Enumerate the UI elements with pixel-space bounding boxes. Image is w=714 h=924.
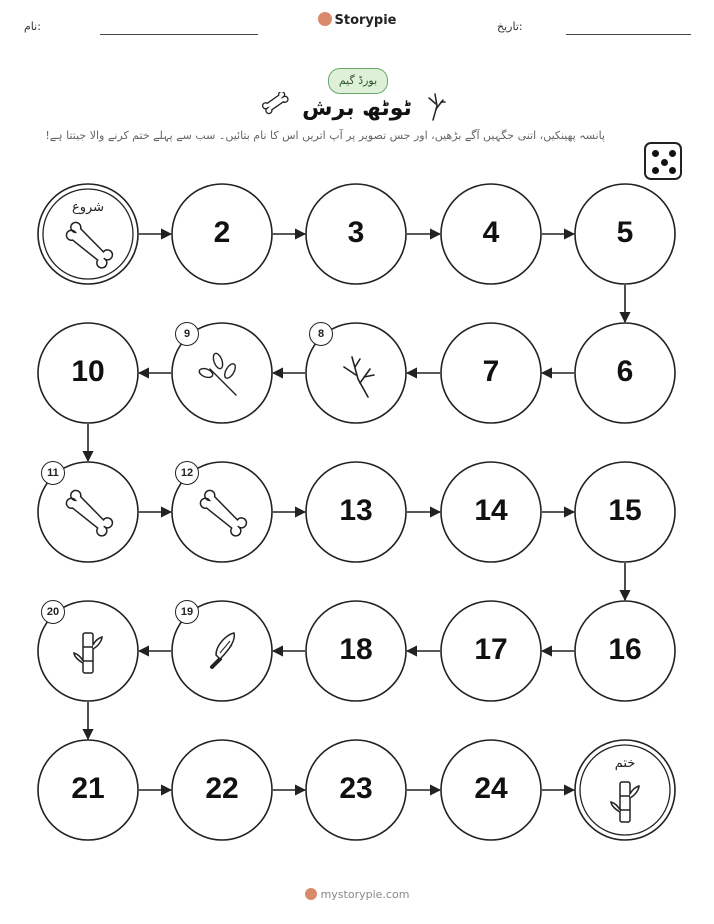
- space-number-tag: 12: [175, 461, 199, 485]
- footer: [0, 888, 714, 901]
- space-number: 21: [71, 772, 105, 805]
- bear-icon: [305, 888, 317, 900]
- space-number: 7: [482, 355, 500, 388]
- board-game-badge: بورڈ گیم: [328, 68, 388, 94]
- space-number: 10: [71, 355, 105, 388]
- date-label: تاریخ:: [497, 20, 523, 33]
- space-number-tag: 9: [175, 322, 199, 346]
- space-number: 2: [213, 216, 231, 249]
- brand-text: Storypie: [334, 13, 397, 28]
- finish-label: ختم: [614, 756, 636, 771]
- space-number: 24: [474, 772, 508, 805]
- space-number-tag: 8: [309, 322, 333, 346]
- space-number: 18: [339, 633, 373, 666]
- start-label: شروع: [71, 200, 105, 215]
- space-number-tag: 19: [175, 600, 199, 624]
- space-number: 14: [474, 494, 508, 527]
- space-number: 22: [205, 772, 239, 805]
- space-number: 13: [339, 494, 373, 527]
- space-number: 4: [482, 216, 500, 249]
- space-number: 5: [616, 216, 634, 249]
- page-title: ٹوٹھ برش: [302, 96, 412, 121]
- instructions: پانسہ پھینکیں، اتنی جگہیں آگے بڑھیں، اور جس تصویر پر آپ اتریں اس کا نام بتائیں۔ سب سے پہلے ختم کرنے والا جیتتا ہے!: [45, 129, 605, 142]
- space-number: 3: [347, 216, 365, 249]
- space-number-tag: 20: [41, 600, 65, 624]
- start-space: [38, 184, 138, 284]
- space-number: 17: [474, 633, 508, 666]
- space-number-tag: 11: [41, 461, 65, 485]
- space-number: 16: [608, 633, 642, 666]
- space-number: 6: [616, 355, 634, 388]
- footer-url: mystorypie.com: [320, 888, 410, 901]
- space-number: 15: [608, 494, 642, 527]
- name-label: نام:: [24, 20, 41, 33]
- space-number: 23: [339, 772, 373, 805]
